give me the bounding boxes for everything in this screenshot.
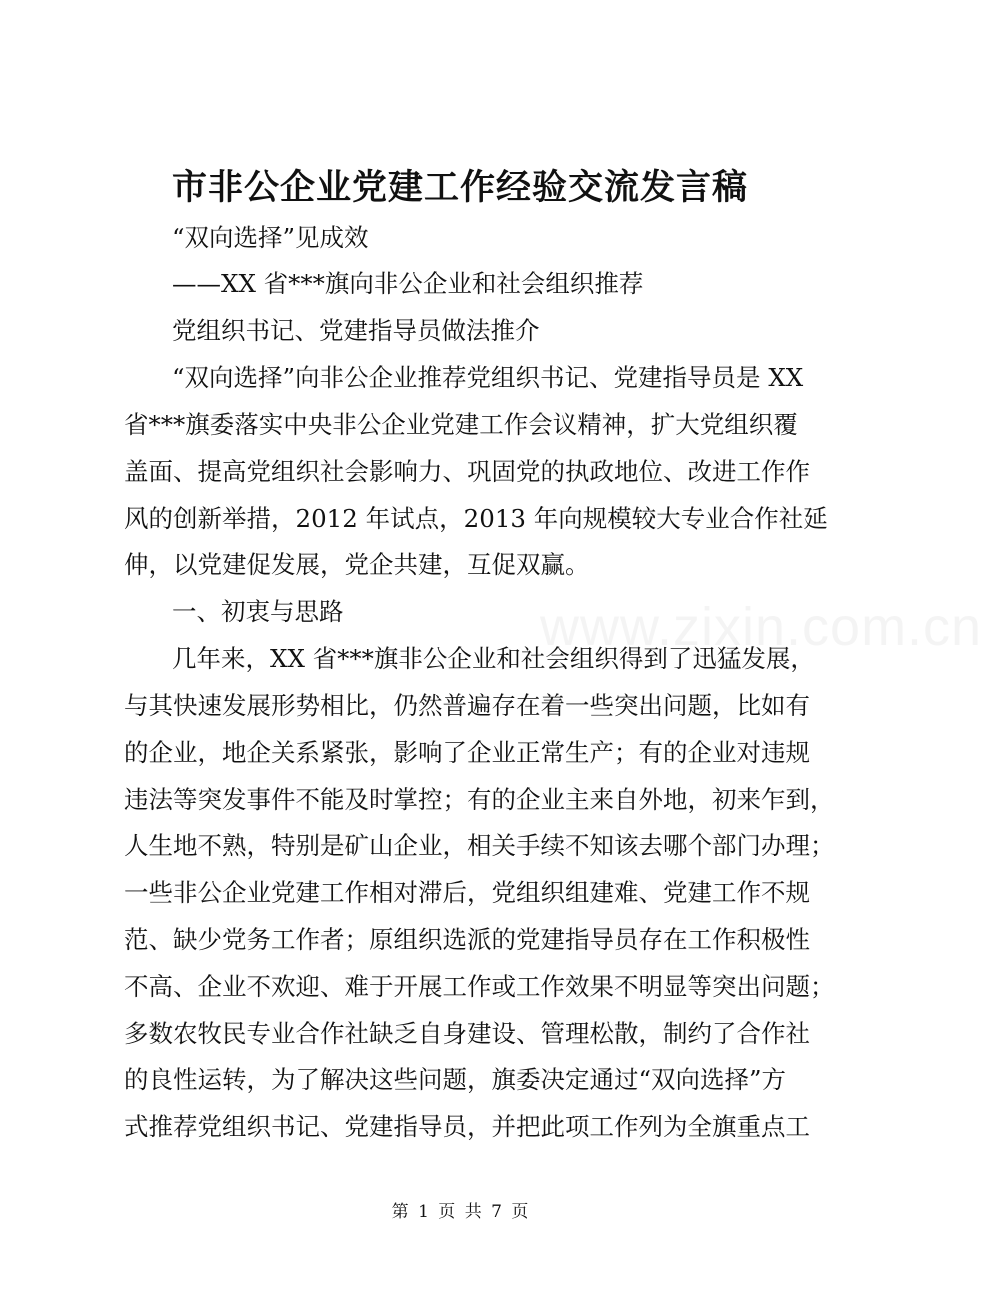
body-line: 的企业，地企关系紧张，影响了企业正常生产；有的企业对违规 — [124, 738, 810, 767]
body-line: 伸，以党建促发展，党企共建，互促双赢。 — [124, 550, 590, 579]
body-line: 省***旗委落实中央非公企业党建工作会议精神，扩大党组织覆 — [124, 410, 798, 439]
subtitle-line: 党组织书记、党建指导员做法推介 — [172, 316, 540, 345]
watermark: www.zixin.com.cn — [540, 597, 982, 657]
body-line: 范、缺少党务工作者；原组织选派的党建指导员存在工作积极性 — [124, 925, 810, 954]
section-heading: 一、初衷与思路 — [172, 597, 344, 626]
body-line: 风的创新举措，2012 年试点，2013 年向规模较大专业合作社延 — [124, 504, 828, 533]
body-line: 的良性运转，为了解决这些问题，旗委决定通过“双向选择”方 — [124, 1065, 787, 1094]
document-title: 市非公企业党建工作经验交流发言稿 — [171, 167, 748, 208]
body-line: 盖面、提高党组织社会影响力、巩固党的执政地位、改进工作作 — [124, 457, 810, 486]
body-line: 多数农牧民专业合作社缺乏自身建设、管理松散，制约了合作社 — [124, 1019, 810, 1048]
body-line: 几年来，XX 省***旗非公企业和社会组织得到了迅猛发展， — [172, 644, 815, 673]
body-line: “双向选择”向非公企业推荐党组织书记、党建指导员是 XX — [172, 363, 804, 392]
page-number: 第 1 页 共 7 页 — [391, 1202, 529, 1222]
subtitle-line: “双向选择”见成效 — [172, 223, 369, 252]
body-line: 一些非公企业党建工作相对滞后，党组织组建难、党建工作不规 — [124, 878, 810, 907]
body-line: 人生地不熟，特别是矿山企业，相关手续不知该去哪个部门办理； — [124, 831, 835, 860]
body-line: 与其快速发展形势相比，仍然普遍存在着一些突出问题，比如有 — [124, 691, 810, 720]
body-line: 违法等突发事件不能及时掌控；有的企业主来自外地，初来乍到， — [124, 785, 835, 814]
body-line: 不高、企业不欢迎、难于开展工作或工作效果不明显等突出问题； — [124, 972, 835, 1001]
body-line: 式推荐党组织书记、党建指导员，并把此项工作列为全旗重点工 — [124, 1112, 810, 1141]
subtitle-line: ——XX 省***旗向非公企业和社会组织推荐 — [172, 269, 644, 298]
